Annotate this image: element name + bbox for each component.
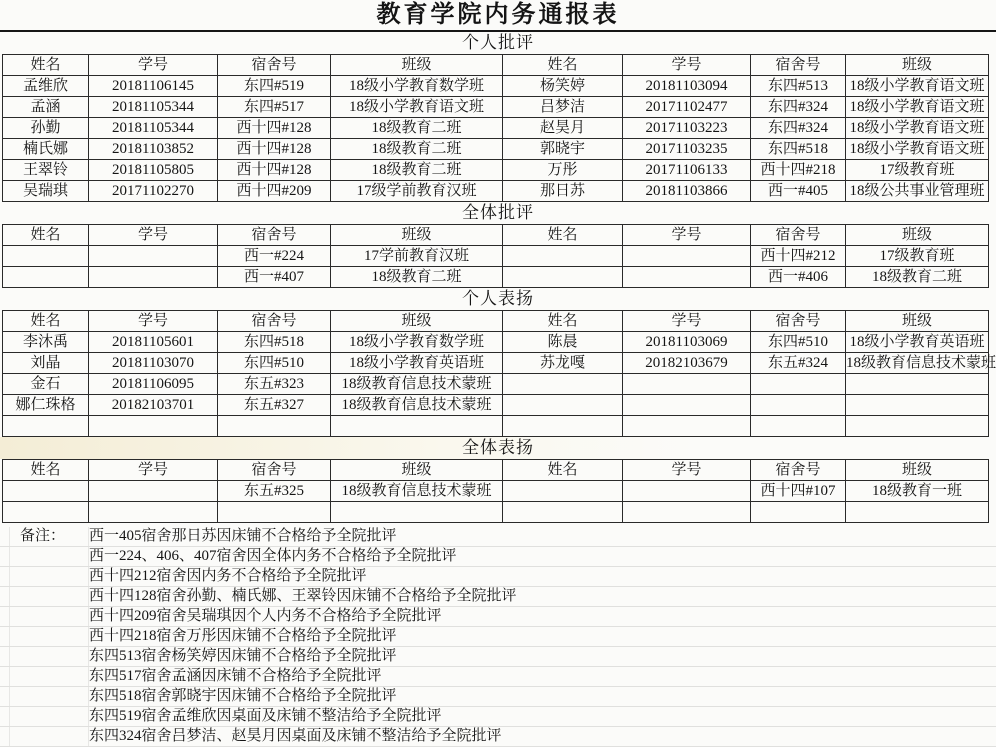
table-cell [623,502,751,523]
table-row [3,416,989,437]
table-cell [89,267,218,288]
table-cell [846,374,989,395]
column-header: 学号 [89,225,218,246]
column-header: 学号 [89,460,218,481]
table-cell [3,502,89,523]
table-cell: 18级小学教育语文班 [846,139,989,160]
table-row [3,332,989,353]
table-cell: 东四#510 [218,353,331,374]
table-cell: 东四#510 [751,332,846,353]
table-cell: 金石 [3,374,89,395]
column-header: 班级 [331,460,503,481]
table-cell: 17级教育班 [846,160,989,181]
remark-row [0,627,996,647]
table-cell [751,416,846,437]
column-header: 宿舍号 [218,460,331,481]
table-row [3,160,989,181]
table-cell [218,502,331,523]
table-cell: 吴瑞琪 [3,181,89,202]
table-cell: 郭晓宇 [503,139,623,160]
remark-text: 东四518宿舍郭晓宇因床铺不合格给予全院批评 [89,688,397,704]
column-header: 姓名 [503,311,623,332]
table-cell: 18级教育二班 [331,118,503,139]
table-cell: 杨笑婷 [503,76,623,97]
table-cell [623,267,751,288]
table-cell: 东五#327 [218,395,331,416]
table-cell [3,246,89,267]
column-header: 宿舍号 [218,225,331,246]
table-cell: 17学前教育汉班 [331,246,503,267]
column-header: 班级 [331,55,503,76]
collective-praise-table [2,459,989,523]
table-cell [623,246,751,267]
remark-row [0,567,996,587]
table-cell [751,395,846,416]
table-cell [331,416,503,437]
table-cell [623,416,751,437]
table-cell: 18级教育二班 [331,160,503,181]
table-cell [89,246,218,267]
table-cell: 苏龙嘎 [503,353,623,374]
section-label-collective-praise: 全体表扬 [0,437,996,459]
table-cell: 18级教育一班 [846,481,989,502]
personal-criticism-table [2,54,989,202]
column-header: 学号 [89,311,218,332]
table-cell: 18级公共事业管理班 [846,181,989,202]
page-title: 教育学院内务通报表 [0,0,996,32]
table-cell: 20181103094 [623,76,751,97]
table-cell [331,502,503,523]
column-header: 姓名 [3,55,89,76]
table-cell: 东四#517 [218,97,331,118]
table-cell: 18级教育二班 [331,139,503,160]
table-cell: 18级小学教育语文班 [331,97,503,118]
table-cell: 18级小学教育数学班 [331,76,503,97]
table-cell [503,416,623,437]
table-cell [623,374,751,395]
table-cell: 东五#324 [751,353,846,374]
column-header: 班级 [846,311,989,332]
column-header: 姓名 [503,225,623,246]
table-cell: 20171103235 [623,139,751,160]
table-cell: 赵昊月 [503,118,623,139]
table-cell: 西十四#212 [751,246,846,267]
column-header: 姓名 [503,460,623,481]
table-cell: 20181105601 [89,332,218,353]
table-cell: 万彤 [503,160,623,181]
table-cell [89,481,218,502]
table-cell: 东四#518 [218,332,331,353]
table-cell: 18级教育信息技术蒙班 [331,374,503,395]
table-cell: 孟涵 [3,97,89,118]
table-cell [503,481,623,502]
table-cell: 东四#324 [751,97,846,118]
table-cell: 吕梦洁 [503,97,623,118]
table-cell [623,395,751,416]
table-cell [751,374,846,395]
table-cell [3,416,89,437]
table-row [3,139,989,160]
column-header: 班级 [846,225,989,246]
header-row [3,55,989,76]
table-cell: 20171102477 [623,97,751,118]
table-cell: 20181103866 [623,181,751,202]
column-header: 学号 [623,311,751,332]
table-row [3,353,989,374]
table-cell: 18级小学教育语文班 [846,76,989,97]
table-row [3,481,989,502]
table-cell: 18级小学教育语文班 [846,97,989,118]
table-cell [89,416,218,437]
table-cell: 娜仁珠格 [3,395,89,416]
table-cell: 20181106095 [89,374,218,395]
table-cell: 王翠铃 [3,160,89,181]
remark-text: 东四513宿舍杨笑婷因床铺不合格给予全院批评 [89,648,397,664]
table-cell: 西十四#107 [751,481,846,502]
remark-row [0,687,996,707]
table-cell: 西一#224 [218,246,331,267]
table-cell: 20181103070 [89,353,218,374]
table-cell [3,481,89,502]
table-cell [846,395,989,416]
column-header: 宿舍号 [751,55,846,76]
table-row [3,374,989,395]
column-header: 宿舍号 [751,225,846,246]
table-cell: 西十四#128 [218,160,331,181]
remark-row [0,547,996,567]
table-cell [503,502,623,523]
table-cell [751,502,846,523]
column-header: 班级 [331,311,503,332]
table-cell [503,395,623,416]
table-cell: 20171106133 [623,160,751,181]
table-row [3,181,989,202]
remark-row [0,527,996,547]
table-cell: 孟维欣 [3,76,89,97]
column-header: 宿舍号 [218,55,331,76]
table-cell: 20181105344 [89,118,218,139]
table-cell: 西十四#209 [218,181,331,202]
table-cell: 西十四#218 [751,160,846,181]
remark-text: 西一405宿舍那日苏因床铺不合格给予全院批评 [89,528,397,544]
table-cell: 18级教育信息技术蒙班 [331,395,503,416]
table-cell: 17级教育班 [846,246,989,267]
remark-text: 西十四128宿舍孙勤、楠氏娜、王翠铃因床铺不合格给予全院批评 [89,588,517,604]
table-cell: 18级小学教育英语班 [331,353,503,374]
column-header: 姓名 [3,311,89,332]
table-row [3,97,989,118]
table-cell: 李沐禹 [3,332,89,353]
section-label-personal-criticism: 个人批评 [462,33,534,52]
table-row [3,246,989,267]
collective-criticism-table [2,224,989,288]
table-cell [623,481,751,502]
column-header: 宿舍号 [751,460,846,481]
table-cell: 18级教育信息技术蒙班 [331,481,503,502]
table-row [3,118,989,139]
column-header: 宿舍号 [218,311,331,332]
table-cell [503,374,623,395]
remark-row [0,727,996,747]
table-cell: 20182103701 [89,395,218,416]
column-header: 姓名 [3,460,89,481]
table-row [3,76,989,97]
table-cell: 刘晶 [3,353,89,374]
table-cell: 东五#323 [218,374,331,395]
table-cell: 东四#324 [751,118,846,139]
table-cell: 那日苏 [503,181,623,202]
remarks-label: 备注： [20,528,66,544]
table-cell: 陈晨 [503,332,623,353]
remarks [0,527,996,747]
remark-row [0,707,996,727]
column-header: 班级 [846,460,989,481]
column-header: 班级 [846,55,989,76]
table-cell: 西一#406 [751,267,846,288]
table-cell [3,267,89,288]
table-cell: 18级小学教育英语班 [846,332,989,353]
table-cell: 楠氏娜 [3,139,89,160]
table-cell: 18级小学教育数学班 [331,332,503,353]
table-row [3,502,989,523]
table-cell: 东四#519 [218,76,331,97]
column-header: 学号 [623,225,751,246]
header-row [3,460,989,481]
table-cell: 20181105805 [89,160,218,181]
remark-text: 东四517宿舍孟涵因床铺不合格给予全院批评 [89,668,382,684]
table-cell [503,267,623,288]
table-row [3,395,989,416]
column-header: 学号 [623,460,751,481]
remark-text: 东四519宿舍孟维欣因桌面及床铺不整洁给予全院批评 [89,708,442,724]
table-cell: 20181103069 [623,332,751,353]
remark-row [0,607,996,627]
table-cell: 20171102270 [89,181,218,202]
column-header: 班级 [331,225,503,246]
table-cell: 东五#325 [218,481,331,502]
table-cell: 孙勤 [3,118,89,139]
remark-row [0,647,996,667]
section-label-collective-criticism: 全体批评 [462,203,534,222]
column-header: 姓名 [503,55,623,76]
table-cell: 17级学前教育汉班 [331,181,503,202]
table-cell: 20171103223 [623,118,751,139]
remark-row [0,667,996,687]
section-label-personal-praise: 个人表扬 [462,289,534,308]
table-cell: 18级教育信息技术蒙班 [846,353,989,374]
table-cell: 20182103679 [623,353,751,374]
remark-text: 东四324宿舍吕梦洁、赵昊月因桌面及床铺不整洁给予全院批评 [89,728,502,744]
table-cell: 东四#513 [751,76,846,97]
column-header: 学号 [623,55,751,76]
table-cell [218,416,331,437]
table-cell: 西十四#128 [218,139,331,160]
table-cell: 20181103852 [89,139,218,160]
table-cell: 20181105344 [89,97,218,118]
table-cell: 西十四#128 [218,118,331,139]
table-cell [503,246,623,267]
column-header: 宿舍号 [751,311,846,332]
remark-row [0,587,996,607]
header-row [3,311,989,332]
table-cell [89,502,218,523]
table-cell: 18级小学教育语文班 [846,118,989,139]
table-cell: 西一#405 [751,181,846,202]
table-cell: 18级教育二班 [846,267,989,288]
table-cell: 20181106145 [89,76,218,97]
table-cell: 东四#518 [751,139,846,160]
header-row [3,225,989,246]
table-row [3,267,989,288]
column-header: 姓名 [3,225,89,246]
table-cell: 西一#407 [218,267,331,288]
remark-text: 西十四212宿舍因内务不合格给予全院批评 [89,568,367,584]
column-header: 学号 [89,55,218,76]
table-cell: 18级教育二班 [331,267,503,288]
table-cell [846,502,989,523]
personal-praise-table [2,310,996,437]
table-cell [846,416,989,437]
remark-text: 西十四218宿舍万彤因床铺不合格给予全院批评 [89,628,397,644]
remark-text: 西一224、406、407宿舍因全体内务不合格给予全院批评 [89,548,457,564]
remark-text: 西十四209宿舍吴瑞琪因个人内务不合格给予全院批评 [89,608,442,624]
